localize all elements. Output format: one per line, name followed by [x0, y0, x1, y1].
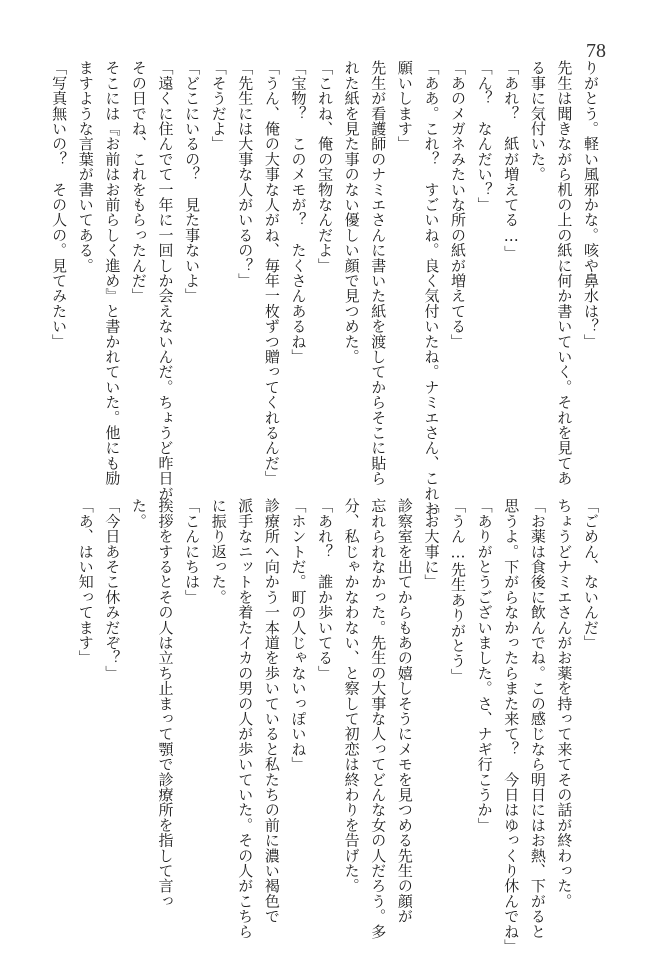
page-number: 78	[586, 40, 606, 62]
text-line: 「先生には大事な人がいるの？」	[236, 60, 255, 288]
text-block-bottom	[76, 498, 604, 954]
text-line: た。	[129, 498, 148, 529]
text-line: 「遠くに住んでて一年に一回しか会えないんだ。ちょうど昨日が	[156, 60, 175, 501]
text-line: りがとう。軽い風邪かな。咳や鼻水は？」	[582, 60, 600, 349]
text-line: 診療所へ向かう一本道を歩いていると私たちの前に濃い褐色で	[262, 498, 281, 924]
text-line: 先生は聞きながら机の上の紙に何か書いていく。それを見てあ	[555, 60, 574, 486]
text-line: 派手なニットを着たイカの男の人が歩いていた。その人がこちら	[236, 498, 255, 939]
text-line: 「ありがとうございました。さ、ナギ行こうか」	[475, 498, 494, 833]
text-line: 「お大事に」	[422, 498, 441, 590]
text-line: 「これね、俺の宝物なんだよ」	[316, 60, 335, 273]
text-line: 「うん、俺の大事な人がね、毎年一枚ずつ贈ってくれるんだ」	[262, 60, 281, 486]
text-line: 「どこにいるの？ 見た事ないよ」	[183, 60, 202, 304]
text-line: 「ごめん、ないんだ」	[582, 498, 600, 650]
text-line: 診察室を出てからもあの嬉しそうにメモを見つめる先生の顔が	[395, 498, 414, 924]
text-line: 「今日あそこ休みだぞ？」	[103, 498, 122, 681]
text-line: 先生が看護師のナミエさんに書いた紙を渡してからそこに貼ら	[369, 60, 388, 486]
text-line: 「あ、はい知ってます」	[76, 498, 95, 666]
text-line: 願いします」	[395, 60, 414, 152]
text-line: 「こんにちは」	[183, 498, 202, 605]
text-line: に振り返った。	[209, 498, 228, 605]
text-line: 忘れられなかった。先生の大事な人ってどんな女の人だろう。多	[369, 498, 388, 939]
text-line: 分、私じゃかなわない、と察して初恋は終わりを告げた。	[342, 498, 361, 894]
text-line: ちょうどナミエさんがお薬を持って来てその話が終わった。	[555, 498, 574, 909]
text-line: れた紙を見た事のない優しい顔で見つめた。	[342, 60, 361, 364]
text-line: 思うよ。下がらなかったらまた来て？ 今日はゆっくり休んでね」	[502, 498, 521, 954]
text-line: 「写真無いの？ その人の。見てみたい」	[50, 60, 69, 349]
text-line: 「ああ。これ？ すごいね。良く気付いたね。ナミエさん、これお	[422, 60, 441, 516]
text-line: その日でね、これをもらったんだ」	[129, 60, 148, 304]
text-line: ますような言葉が書いてある。	[76, 60, 95, 273]
text-line: 「ホントだ。町の人じゃないっぽいね」	[289, 498, 308, 772]
text-line: る事に気付いた。	[528, 60, 547, 182]
text-line: 挨拶をするとその人は立ち止まって顎で診療所を指して言っ	[156, 498, 175, 909]
text-line: 「あのメガネみたいな所の紙が増えてる」	[449, 60, 468, 349]
text-line: 「あれ？ 紙が増えてる…」	[502, 60, 521, 261]
text-block-top	[50, 60, 604, 516]
text-line: 「宝物？ このメモが？ たくさんあるね」	[289, 60, 308, 364]
text-line: 「ん？ なんだい？」	[475, 60, 494, 212]
text-line: 「そうだよ」	[209, 60, 228, 152]
text-line: 「あれ？ 誰か歩いてる」	[316, 498, 335, 681]
text-line: そこには『お前はお前らしく進め』と書かれていた。他にも励	[103, 60, 122, 486]
text-line: 「お薬は食後に飲んでね。この感じなら明日にはお熱、下がると	[528, 498, 547, 939]
text-line: 「うん…先生ありがとう」	[449, 498, 468, 684]
